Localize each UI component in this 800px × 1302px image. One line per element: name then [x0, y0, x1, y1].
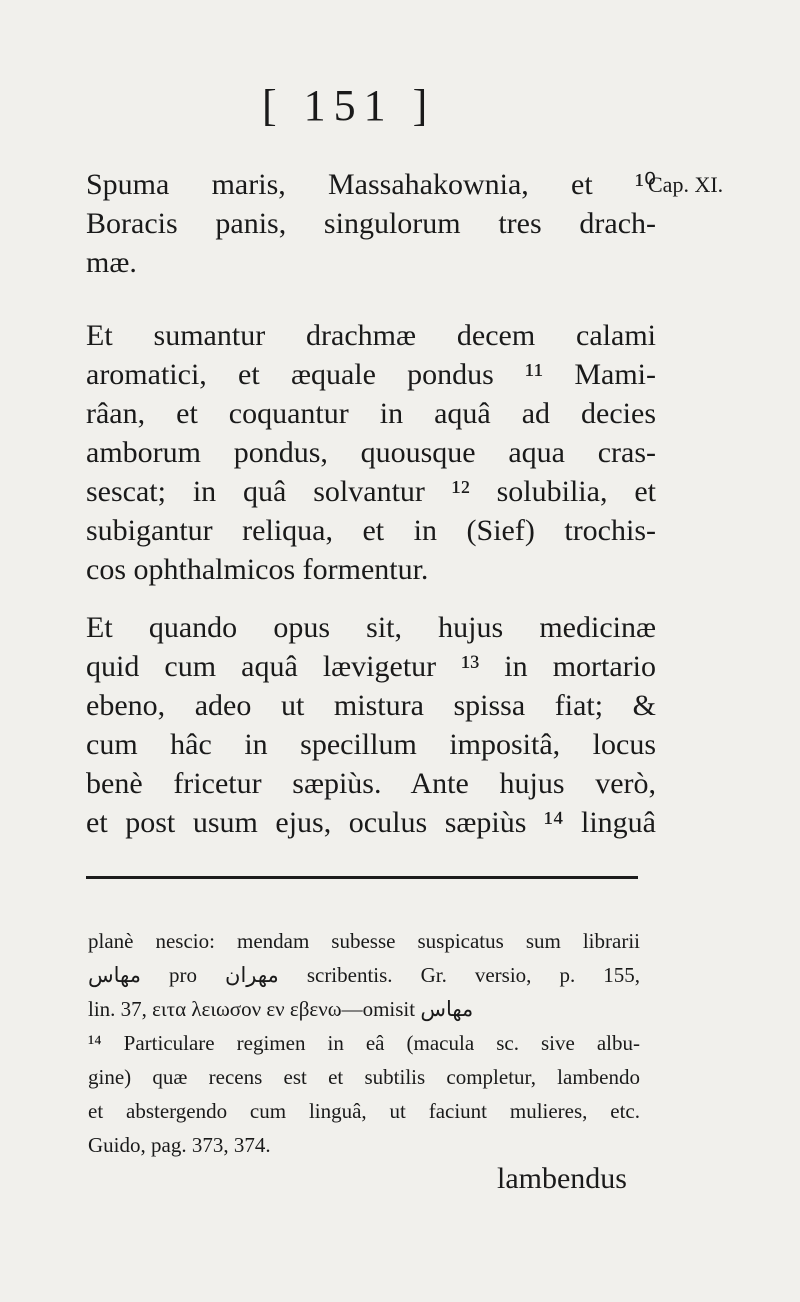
text-line: râan, et coquantur in aquâ ad decies — [86, 397, 656, 430]
text-line: aromatici, et æquale pondus ¹¹ Mami- — [86, 358, 656, 391]
text-line: Boracis panis, singulorum tres drach- — [86, 207, 656, 240]
footnote-line: gine) quæ recens est et subtilis completur, lambendo — [88, 1065, 640, 1089]
text-line: cos ophthalmicos formentur. — [86, 553, 429, 586]
footnote-line: et abstergendo cum linguâ, ut faciunt mulieres, etc. — [88, 1099, 640, 1123]
text-line: ebeno, adeo ut mistura spissa fiat; & — [86, 689, 656, 722]
footnotes — [88, 924, 640, 1162]
marginal-note: Cap. XI. — [648, 172, 724, 197]
text-line: sescat; in quâ solvantur ¹² solubilia, et — [86, 475, 656, 508]
text-line: subigantur reliqua, et in (Sief) trochis- — [86, 514, 656, 547]
footnote-line: ¹⁴ Particulare regimen in eâ (macula sc. sive albu- — [88, 1031, 640, 1055]
catchword: lambendus — [497, 1162, 627, 1195]
page-number: [ 151 ] — [262, 81, 436, 130]
footnote-rule — [86, 876, 638, 879]
text-line: Et sumantur drachmæ decem calami — [86, 319, 656, 352]
text-line: amborum pondus, quousque aqua cras- — [86, 436, 656, 469]
text-line: cum hâc in specillum impositâ, locus — [86, 728, 656, 761]
text-line: benè fricetur sæpiùs. Ante hujus verò, — [86, 767, 656, 800]
paragraph-3 — [86, 608, 656, 842]
footnote-line: lin. 37, ειτα λειωσον εν εβενω—omisit مهاس — [88, 997, 474, 1021]
text-line: Spuma maris, Massahakownia, et ¹⁰ — [86, 168, 656, 201]
paragraph-1 — [86, 165, 656, 282]
footnote-line: planè nescio: mendam subesse suspicatus sum librarii — [88, 929, 640, 953]
text-line: mæ. — [86, 246, 137, 279]
text-line: quid cum aquâ lævigetur ¹³ in mortario — [86, 650, 656, 683]
footnote-line: Guido, pag. 373, 374. — [88, 1133, 271, 1157]
text-line: Et quando opus sit, hujus medicinæ — [86, 611, 656, 644]
text-line: et post usum ejus, oculus sæpiùs ¹⁴ linguâ — [86, 806, 656, 839]
footnote-line: مهاس pro مهران scribentis. Gr. versio, p. 155, — [88, 963, 640, 987]
paragraph-2 — [86, 316, 656, 589]
